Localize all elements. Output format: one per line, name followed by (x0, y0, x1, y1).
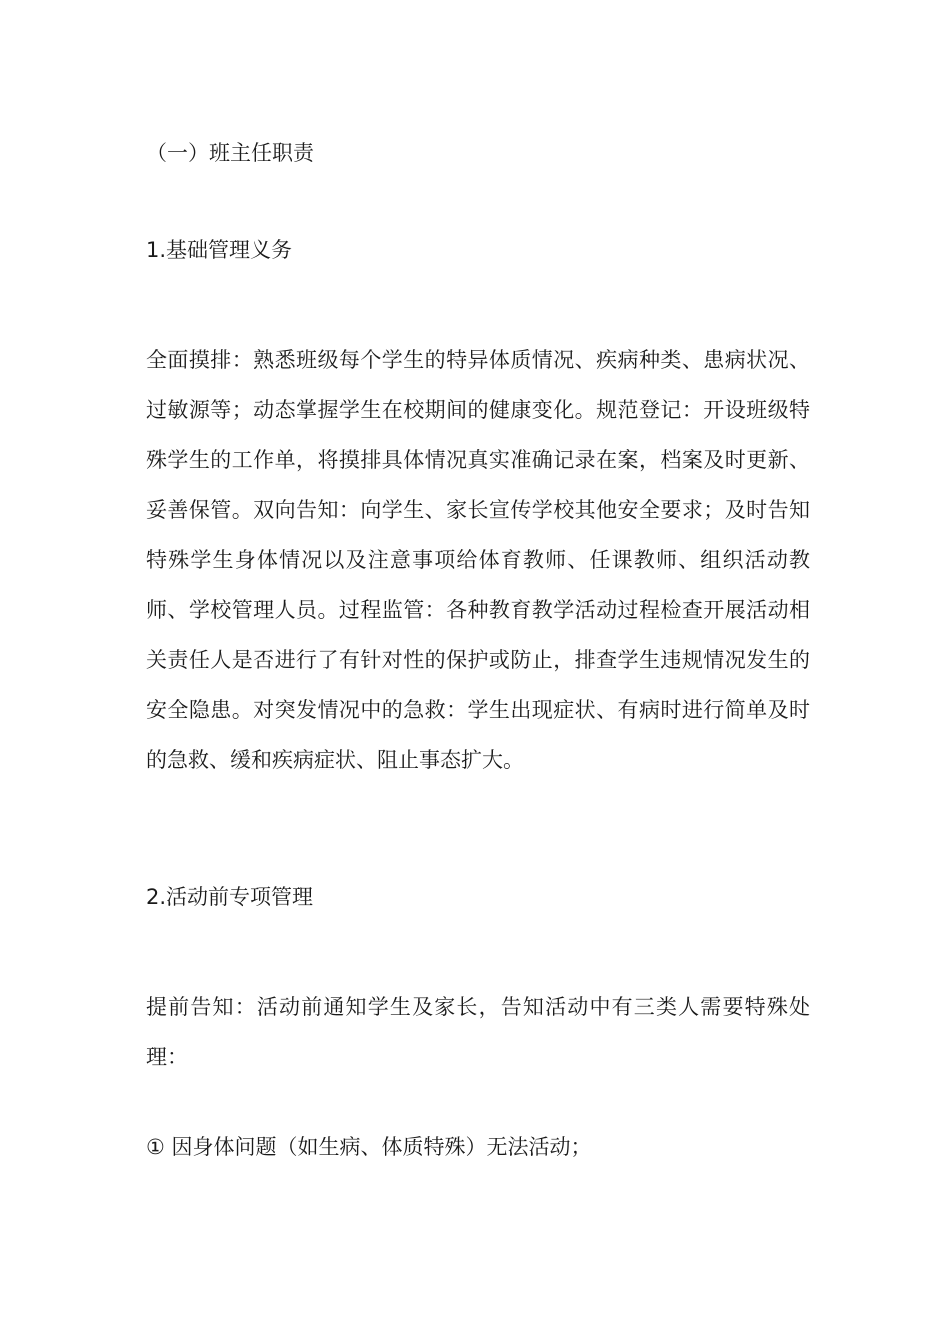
subsection-heading-1: 1.基础管理义务 (146, 238, 293, 262)
subsection-heading-2: 2.活动前专项管理 (146, 885, 314, 909)
section-title: （一）班主任职责 (146, 141, 314, 165)
paragraph-1: 全面摸排：熟悉班级每个学生的特异体质情况、疾病种类、患病状况、过敏源等；动态掌握学生在校期间的健康变化。规范登记：开设班级特殊学生的工作单，将摸排具体情况真实准确记录在案，档案及时更新、妥善保管。双向告知：向学生、家长宣传学校其他安全要求；及时告知特殊学生身体情况以及注意事项给体育教师、任课教师、组织活动教师、学校管理人员。过程监管：各种教育教学活动过程检查开展活动相关责任人是否进行了有针对性的保护或防止，排查学生违规情况发生的安全隐患。对突发情况中的急救：学生出现症状、有病时进行简单及时的急救、缓和疾病症状、阻止事态扩大。 (146, 348, 810, 772)
paragraph-2: 提前告知：活动前通知学生及家长，告知活动中有三类人需要特殊处理： (146, 995, 810, 1069)
list-item: ① 因身体问题（如生病、体质特殊）无法活动； (146, 1135, 592, 1159)
